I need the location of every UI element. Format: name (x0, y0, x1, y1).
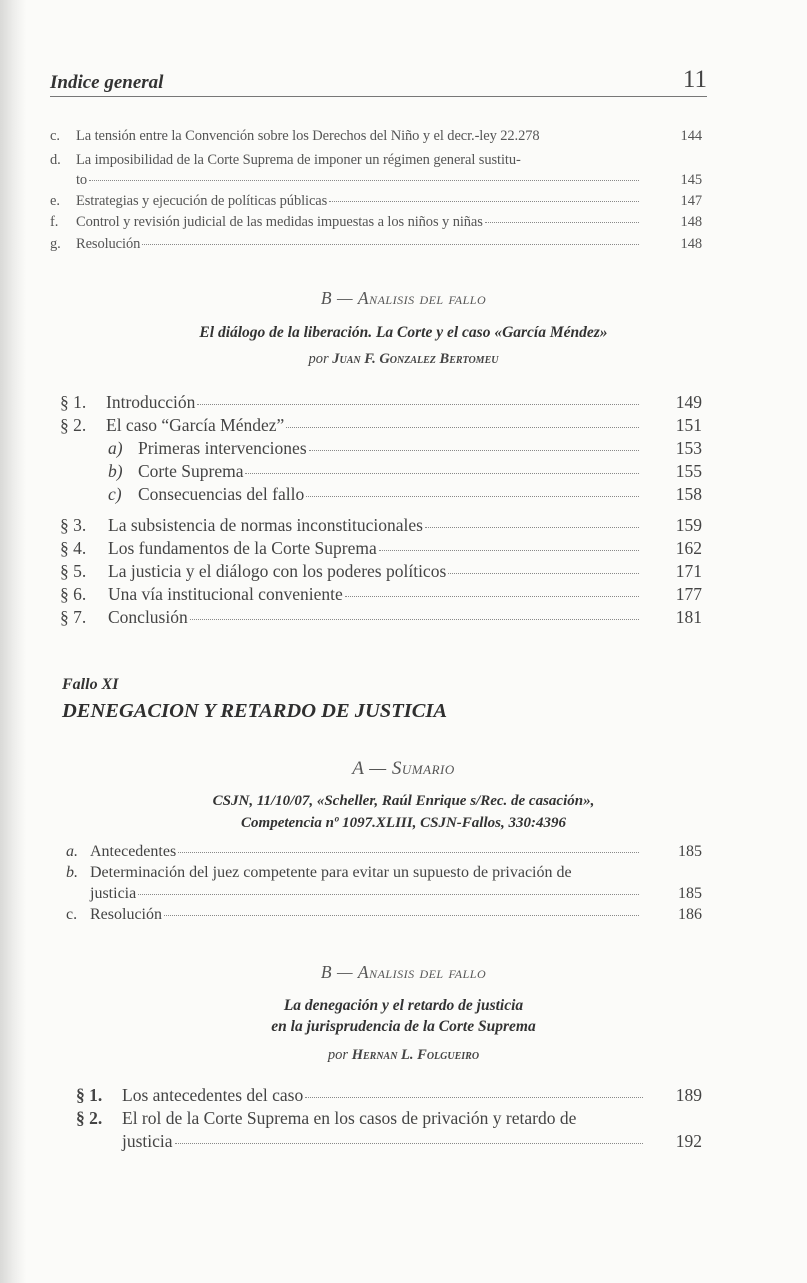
toc-entry[interactable] (60, 584, 642, 605)
toc-entry[interactable] (66, 906, 642, 924)
section-heading-text: Sumario (391, 758, 455, 779)
toc-entry[interactable] (66, 864, 642, 882)
toc-entry-marker: § 1. (76, 1085, 103, 1105)
toc-subentry[interactable] (108, 438, 642, 459)
toc-entry-marker: a) (108, 438, 123, 458)
dot-leader (305, 1097, 643, 1098)
toc-entry-marker: c. (50, 128, 60, 144)
author-name: Juan F. Gonzalez Bertomeu (332, 351, 499, 367)
section-heading-text: Analisis del fallo (357, 962, 487, 982)
toc-entry-page: 155 (675, 461, 702, 481)
case-citation-line-1: CSJN, 11/10/07, «Scheller, Raúl Enrique s/Rec. de casación», (212, 793, 595, 809)
author-prefix: por (308, 351, 329, 367)
toc-entry-text-continued: justicia (122, 1131, 173, 1151)
toc-entry-page: 162 (675, 538, 702, 558)
toc-entry-page: 153 (675, 438, 702, 458)
toc-entry-page: 181 (675, 607, 702, 627)
toc-entry[interactable] (60, 561, 642, 582)
toc-entry-text: Corte Suprema (138, 461, 244, 481)
toc-entry-page: 171 (675, 561, 702, 581)
toc-entry-page: 192 (675, 1131, 702, 1151)
toc-entry-marker: b. (66, 864, 78, 881)
section-heading-b1 (0, 288, 807, 309)
toc-entry-continuation (90, 885, 642, 903)
dot-leader (309, 450, 639, 451)
toc-entry[interactable] (50, 236, 642, 253)
fallo-title: DENEGACION Y RETARDO DE JUSTICIA (62, 700, 448, 722)
toc-entry-page: 185 (678, 843, 702, 860)
toc-entry-page: 148 (680, 214, 702, 230)
toc-entry-page: 186 (678, 906, 702, 923)
article-author (0, 351, 807, 368)
toc-entry[interactable] (76, 1085, 646, 1106)
toc-entry[interactable] (60, 538, 642, 559)
toc-entry-page: 144 (680, 128, 702, 144)
dot-leader (138, 894, 639, 895)
article-title-line-1: La denegación y el retardo de justicia (283, 997, 524, 1014)
section-heading-letter: B — (320, 288, 353, 308)
toc-entry-text: Resolución (76, 236, 141, 252)
section-heading-text: Analisis del fallo (357, 288, 487, 308)
toc-entry-text-continued: justicia (90, 885, 137, 902)
toc-entry[interactable] (60, 607, 642, 628)
toc-entry-page: 177 (675, 584, 702, 604)
toc-entry-text: Introducción (106, 392, 196, 412)
toc-entry-text: Resolución (90, 906, 162, 923)
toc-entry-marker: e. (50, 193, 60, 209)
section-heading-letter: B — (320, 962, 353, 982)
toc-entry[interactable] (50, 152, 642, 169)
toc-entry-marker: § 2. (76, 1108, 103, 1128)
running-header-title: Indice general (50, 72, 164, 93)
dot-leader (329, 201, 639, 202)
section-heading-a2 (0, 758, 807, 780)
toc-subentry[interactable] (108, 484, 642, 505)
toc-entry-text: Estrategias y ejecución de políticas públicas (76, 193, 328, 209)
toc-entry-text: Determinación del juez competente para evitar un supuesto de privación de (90, 864, 572, 881)
toc-entry-page: 158 (675, 484, 702, 504)
dot-leader (245, 473, 639, 474)
toc-entry-text: Consecuencias del fallo (138, 484, 305, 504)
toc-entry-text: Control y revisión judicial de las medidas impuestas a los niños y niñas (76, 214, 483, 230)
toc-entry-text: La tensión entre la Convención sobre los Derechos del Niño y el decr.-ley 22.278 (76, 128, 540, 144)
toc-entry-continuation (76, 172, 642, 189)
dot-leader (197, 404, 639, 405)
toc-entry[interactable] (76, 1108, 646, 1129)
article-title-line-2: en la jurisprudencia de la Corte Suprema (271, 1018, 536, 1035)
toc-entry-marker: § 3. (60, 515, 87, 535)
dot-leader (190, 619, 639, 620)
toc-entry-marker: c) (108, 484, 122, 504)
toc-entry-page: 159 (675, 515, 702, 535)
toc-entry[interactable] (50, 193, 642, 210)
author-name: Hernan L. Folgueiro (351, 1047, 480, 1063)
toc-entry-marker: § 1. (60, 392, 87, 412)
dot-leader (379, 550, 639, 551)
toc-entry-marker: a. (66, 843, 78, 860)
toc-entry-continuation (122, 1131, 646, 1152)
toc-entry-text: La justicia y el diálogo con los poderes políticos (108, 561, 447, 581)
case-citation-line-2: Competencia nº 1097.XLIII, CSJN-Fallos, 330:4396 (241, 815, 566, 831)
toc-entry-text: La subsistencia de normas inconstitucionales (108, 515, 423, 535)
toc-entry-marker: § 4. (60, 538, 87, 558)
toc-entry-marker: g. (50, 236, 61, 252)
toc-entry[interactable] (50, 128, 642, 145)
toc-entry-page: 185 (678, 885, 702, 902)
toc-entry-marker: § 5. (60, 561, 87, 581)
toc-entry-text: Primeras intervenciones (138, 438, 307, 458)
dot-leader (425, 527, 639, 528)
toc-entry-text: La imposibilidad de la Corte Suprema de imponer un régimen general sustitu- (76, 152, 521, 168)
toc-entry-page: 145 (680, 172, 702, 188)
dot-leader (448, 573, 639, 574)
toc-entry-marker: § 2. (60, 415, 87, 435)
author-prefix: por (327, 1047, 349, 1063)
toc-entry-text: El rol de la Corte Suprema en los casos de privación y retardo de (122, 1108, 577, 1128)
toc-entry-marker: f. (50, 214, 59, 230)
fallo-label: Fallo XI (62, 676, 119, 693)
dot-leader (178, 852, 639, 853)
toc-entry-marker: § 7. (60, 607, 87, 627)
dot-leader (306, 496, 639, 497)
dot-leader (142, 244, 639, 245)
toc-entry-page: 148 (680, 236, 702, 252)
dot-leader (485, 222, 639, 223)
toc-entry-marker: § 6. (60, 584, 87, 604)
dot-leader (345, 596, 639, 597)
toc-entry[interactable] (60, 392, 642, 413)
page-gutter-shadow (0, 0, 26, 1283)
dot-leader (89, 180, 639, 181)
dot-leader (286, 427, 639, 428)
toc-entry-page: 147 (680, 193, 702, 209)
toc-entry-text: Antecedentes (90, 843, 177, 860)
toc-entry-marker: b) (108, 461, 123, 481)
toc-entry-marker: d. (50, 152, 61, 168)
article-title: El diálogo de la liberación. La Corte y el caso «García Méndez» (199, 324, 608, 341)
dot-leader (175, 1143, 643, 1144)
page-number: 11 (682, 66, 707, 93)
toc-entry-text: Los antecedentes del caso (122, 1085, 304, 1105)
section-heading-letter: A — (352, 758, 387, 779)
toc-entry[interactable] (60, 515, 642, 536)
dot-leader (164, 915, 639, 916)
toc-entry-text: El caso “García Méndez” (106, 415, 285, 435)
toc-entry-page: 149 (675, 392, 702, 412)
toc-subentry[interactable] (108, 461, 642, 482)
toc-entry-text-continued: to (76, 172, 88, 188)
toc-entry-text: Conclusión (108, 607, 188, 627)
toc-entry[interactable] (50, 214, 642, 231)
toc-entry-page: 151 (675, 415, 702, 435)
toc-entry-page: 189 (675, 1085, 702, 1105)
toc-entry-marker: c. (66, 906, 78, 923)
toc-entry[interactable] (66, 843, 642, 861)
toc-entry[interactable] (60, 415, 642, 436)
toc-entry-text: Los fundamentos de la Corte Suprema (108, 538, 377, 558)
toc-entry-text: Una vía institucional conveniente (108, 584, 343, 604)
section-heading-b2 (0, 962, 807, 983)
running-header (50, 60, 707, 97)
article-author (0, 1047, 807, 1064)
